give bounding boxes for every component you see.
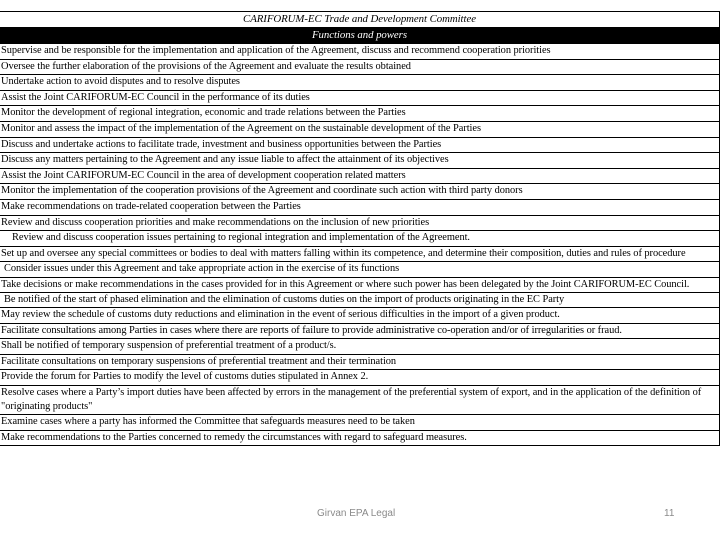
table-row: Make recommendations on trade-related cooperation between the Parties <box>0 200 719 216</box>
table-row: Facilitate consultations on temporary suspensions of preferential treatment and their termination <box>0 355 719 371</box>
table-row: Assist the Joint CARIFORUM-EC Council in the performance of its duties <box>0 91 719 107</box>
table-row: Facilitate consultations among Parties in cases where there are reports of failure to provide administrative co-operation and/or of irregularities or fraud. <box>0 324 719 339</box>
table-row: May review the schedule of customs duty reductions and elimination in the event of serious difficulties in the import of a given product. <box>0 308 719 324</box>
table-header: Functions and powers <box>0 28 719 44</box>
page-number: 11 <box>664 508 675 519</box>
table-row: Set up and oversee any special committees or bodies to deal with matters falling within its competence, and determine their composition, duties and rules of procedure <box>0 247 719 262</box>
table-row: Oversee the further elaboration of the provisions of the Agreement and evaluate the results obtained <box>0 60 719 76</box>
table-row: Shall be notified of temporary suspension of preferential treatment of a product/s. <box>0 339 719 355</box>
table-row: Discuss and undertake actions to facilitate trade, investment and business opportunities between the Parties <box>0 138 719 154</box>
table-row: Resolve cases where a Party’s import duties have been affected by errors in the management of the preferential system of export, and in the application of the definition of "originating products" <box>0 386 719 415</box>
table-row: Provide the forum for Parties to modify the level of customs duties stipulated in Annex 2. <box>0 370 719 386</box>
functions-table <box>0 11 720 446</box>
table-row: Consider issues under this Agreement and take appropriate action in the exercise of its functions <box>0 262 719 278</box>
table-row: Supervise and be responsible for the implementation and application of the Agreement, discuss and recommend cooperation priorities <box>0 44 719 60</box>
table-title: CARIFORUM-EC Trade and Development Committee <box>0 12 719 28</box>
table-row: Make recommendations to the Parties concerned to remedy the circumstances with regard to safeguard measures. <box>1 431 467 443</box>
table-row: Discuss any matters pertaining to the Agreement and any issue liable to affect the attainment of its objectives <box>0 153 719 169</box>
table-row: Review and discuss cooperation issues pertaining to regional integration and implementation of the Agreement. <box>0 231 719 247</box>
table-row: Review and discuss cooperation priorities and make recommendations on the inclusion of new priorities <box>0 216 719 232</box>
table-row: Monitor the development of regional integration, economic and trade relations between the Parties <box>0 106 719 122</box>
table-row: Take decisions or make recommendations in the cases provided for in this Agreement or where such power has been delegated by the Joint CARIFORUM-EC Council. <box>0 278 719 293</box>
footer-label: Girvan EPA Legal <box>317 508 396 519</box>
table-row: Assist the Joint CARIFORUM-EC Council in the area of development cooperation related matters <box>0 169 719 185</box>
table-row: Examine cases where a party has informed the Committee that safeguards measures need to be taken <box>0 415 719 431</box>
table-row: Undertake action to avoid disputes and to resolve disputes <box>0 75 719 91</box>
table-row: Monitor and assess the impact of the implementation of the Agreement on the sustainable development of the Parties <box>0 122 719 138</box>
table-row: Be notified of the start of phased elimination and the elimination of customs duties on the import of products originating in the EC Party <box>0 293 719 309</box>
table-row: Monitor the implementation of the cooperation provisions of the Agreement and coordinate such action with third party donors <box>0 184 719 200</box>
